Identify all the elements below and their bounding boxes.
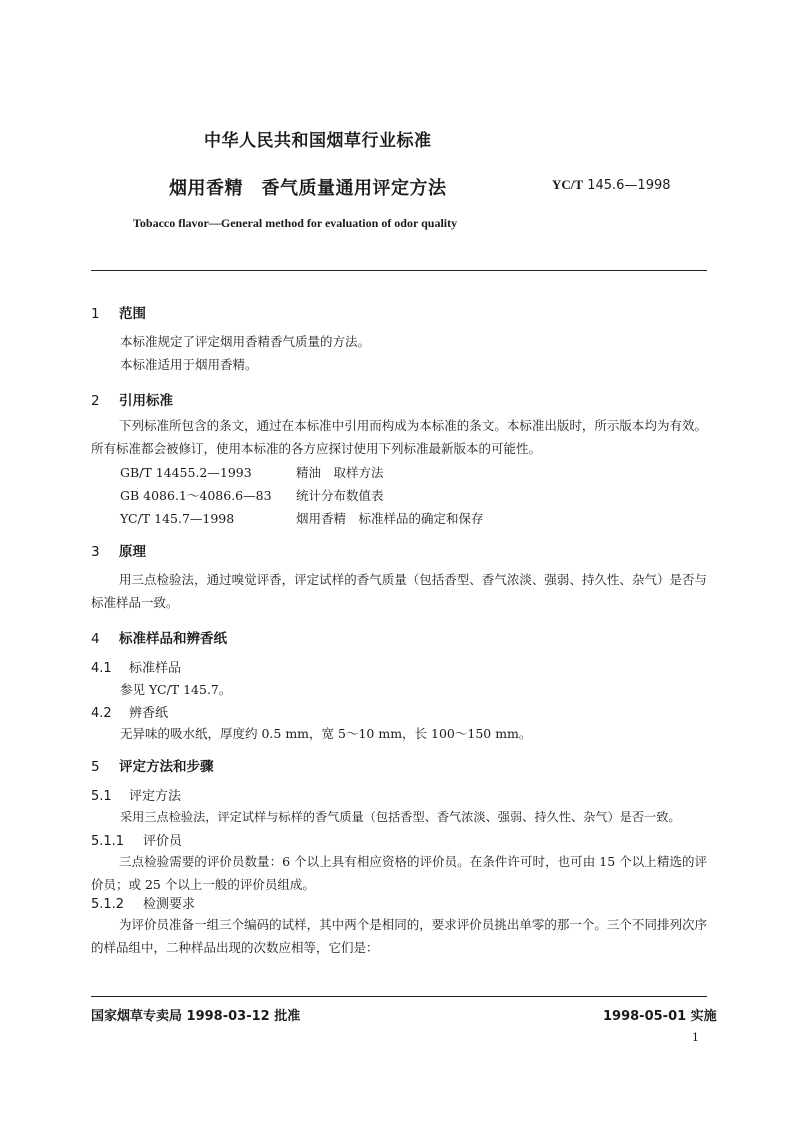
section-title: 评定方法和步骤 (119, 759, 214, 775)
subsection-5-1-1-heading (91, 830, 182, 849)
subsection-title: 评价员 (143, 834, 183, 849)
section-title: 引用标准 (119, 393, 173, 409)
page-number: 1 (692, 1031, 699, 1044)
section-5-heading (91, 755, 214, 775)
subsection-5-1-2-heading (91, 893, 195, 912)
reference-name: 烟用香精 标准样品的确定和保存 (296, 511, 484, 526)
section-4-heading (91, 627, 227, 647)
subsection-title: 检测要求 (143, 897, 196, 912)
reference-name: 统计分布数值表 (296, 488, 384, 503)
approval-note: 国家烟草专卖局 1998-03-12 批准 (91, 1009, 301, 1024)
english-title: Tobacco flavor—General method for evaluation of odor quality (133, 216, 458, 230)
document-title: 烟用香精 香气质量通用评定方法 (169, 178, 447, 199)
subsection-4-1-heading (91, 657, 181, 676)
section-title: 原理 (119, 544, 146, 560)
section-number: 1 (91, 306, 100, 322)
paragraph: 三点检验需要的评价员数量：6 个以上具有相应资格的评价员。在条件许可时，也可由 15 个以上精选的评价员；或 25 个以上一般的评价员组成。 (91, 854, 707, 892)
footer-divider (91, 996, 707, 997)
section-2-heading (91, 389, 173, 409)
subsection-number: 5.1.1 (91, 834, 125, 849)
reference-item (120, 463, 384, 481)
section-title: 标准样品和辨香纸 (119, 631, 227, 647)
subsection-number: 4.1 (91, 661, 112, 676)
org-title: 中华人民共和国烟草行业标准 (204, 131, 432, 151)
document-code-number: 145.6—1998 (587, 178, 671, 193)
document-code (552, 177, 671, 193)
implementation-date: 1998-05-01 实施 (603, 1009, 717, 1024)
section-number: 2 (91, 393, 100, 409)
paragraph: 下列标准所包含的条文，通过在本标准中引用而构成为本标准的条文。本标准出版时，所示版本均为有效。所有标准都会被修订，使用本标准的各方应探讨使用下列标准最新版本的可能性。 (91, 418, 707, 456)
paragraph: 本标准规定了评定烟用香精香气质量的方法。 (120, 334, 371, 349)
section-1-heading (91, 302, 146, 322)
section-number: 3 (91, 544, 100, 560)
subsection-5-1-heading (91, 785, 181, 804)
paragraph: 采用三点检验法，评定试样与标样的香气质量（包括香型、香气浓淡、强弱、持久性、杂气）是否一致。 (120, 810, 681, 824)
reference-standard: YC/T 145.7—1998 (120, 511, 235, 526)
reference-standard: GB 4086.1～4086.6—83 (120, 488, 272, 503)
reference-name: 精油 取样方法 (296, 465, 384, 480)
section-number: 4 (91, 631, 100, 647)
document-code-prefix: YC/T (552, 177, 584, 192)
subsection-number: 5.1 (91, 789, 112, 804)
paragraph: 用三点检验法，通过嗅觉评香，评定试样的香气质量（包括香型、香气浓淡、强弱、持久性、杂气）是否与标准样品一致。 (91, 572, 707, 610)
subsection-title: 辨香纸 (129, 706, 169, 721)
reference-standard: GB/T 14455.2—1993 (120, 465, 252, 480)
paragraph: 本标准适用于烟用香精。 (120, 357, 258, 372)
paragraph: 参见 YC/T 145.7。 (120, 682, 232, 697)
header-divider (91, 270, 707, 271)
section-title: 范围 (119, 306, 146, 322)
subsection-4-2-heading (91, 702, 168, 721)
section-3-heading (91, 540, 146, 560)
paragraph: 无异味的吸水纸，厚度约 0.5 mm，宽 5～10 mm，长 100～150 mm。 (120, 726, 532, 741)
subsection-title: 评定方法 (129, 789, 182, 804)
paragraph: 为评价员准备一组三个编码的试样，其中两个是相同的，要求评价员挑出单零的那一个。三个不同排列次序的样品组中，二种样品出现的次数应相等，它们是： (91, 917, 707, 955)
subsection-number: 4.2 (91, 706, 112, 721)
reference-item (120, 509, 484, 527)
subsection-title: 标准样品 (129, 661, 182, 676)
reference-item (120, 486, 384, 504)
section-number: 5 (91, 759, 100, 775)
subsection-number: 5.1.2 (91, 897, 125, 912)
